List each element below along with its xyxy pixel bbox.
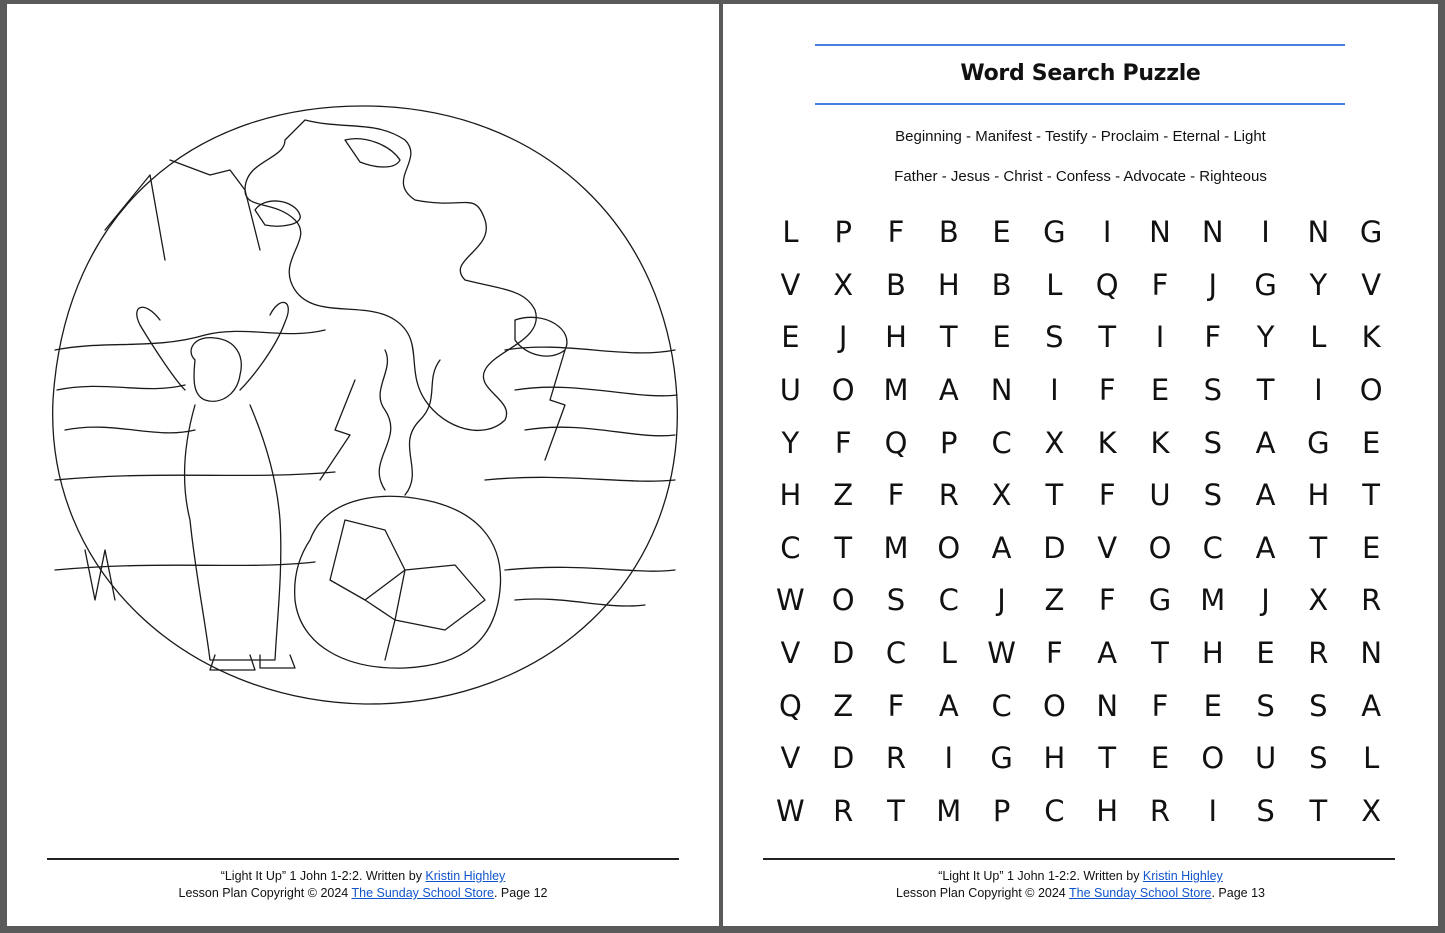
grid-letter: R xyxy=(1149,793,1171,828)
grid-letter: Y xyxy=(1256,320,1275,355)
grid-letter: H xyxy=(1043,741,1066,776)
grid-letter: F xyxy=(1098,478,1116,513)
grid-letter: X xyxy=(1308,583,1329,618)
grid-letter: L xyxy=(940,636,957,671)
grid-letter: A xyxy=(1097,636,1118,671)
grid-letter: U xyxy=(779,373,802,408)
grid-letter: E xyxy=(781,320,800,355)
grid-letter: X xyxy=(833,267,854,302)
grid-letter: Q xyxy=(1095,267,1119,302)
footer-line-1 xyxy=(7,868,719,885)
footer xyxy=(7,868,719,902)
grid-letter: G xyxy=(1254,267,1277,302)
grid-letter: H xyxy=(779,478,802,513)
grid-letter: X xyxy=(1361,793,1382,828)
grid-letter: G xyxy=(1359,215,1383,250)
grid-letter: Q xyxy=(778,688,802,723)
grid-letter: H xyxy=(1307,478,1330,513)
grid-letter: P xyxy=(834,215,852,250)
grid-letter: H xyxy=(1096,793,1119,828)
grid-letter: I xyxy=(1155,320,1165,355)
grid-letter: R xyxy=(833,793,854,828)
grid-letter: T xyxy=(1309,530,1328,565)
grid-letter: F xyxy=(887,215,905,250)
grid-letter: L xyxy=(1046,267,1063,302)
word-list-line-2: Father - Jesus - Christ - Confess - Advocate - Righteous xyxy=(894,168,1267,185)
grid-letter: S xyxy=(1256,793,1275,828)
copyright-text: Lesson Plan Copyright © 2024 xyxy=(896,886,1069,900)
grid-letter: T xyxy=(1256,373,1275,408)
grid-letter: N xyxy=(1307,215,1330,250)
grid-letter: E xyxy=(1203,688,1222,723)
grid-letter: M xyxy=(1200,583,1226,618)
grid-letter: O xyxy=(1148,530,1172,565)
grid-letter: I xyxy=(1261,215,1270,250)
grid-letter: S xyxy=(1203,478,1222,513)
grid-letter: B xyxy=(886,267,906,302)
grid-letter: E xyxy=(992,320,1011,355)
grid-letter: G xyxy=(990,741,1013,776)
man-figure xyxy=(191,338,241,402)
grid-letter: K xyxy=(1097,425,1117,460)
grid-letter: C xyxy=(1044,793,1065,828)
grid-letter: C xyxy=(991,425,1012,460)
title-rule-top xyxy=(815,44,1345,46)
grid-letter: K xyxy=(1150,425,1170,460)
grid-letter: H xyxy=(885,320,907,355)
grid-letter: A xyxy=(1255,425,1276,460)
grid-letter: L xyxy=(1363,741,1380,776)
grid-letter: D xyxy=(832,636,855,671)
grid-letter: C xyxy=(885,636,907,671)
grid-letter: N xyxy=(990,373,1013,408)
grid-letter: O xyxy=(937,530,961,565)
grid-letter: V xyxy=(780,267,801,302)
grid-letter: V xyxy=(1361,267,1382,302)
footer-line-2 xyxy=(723,885,1438,902)
grid-letter: B xyxy=(938,215,959,250)
footer-credit-text: “Light It Up” 1 John 1-2:2. Written by xyxy=(938,869,1143,883)
grid-letter: C xyxy=(991,688,1012,723)
grid-letter: E xyxy=(1362,530,1381,565)
grid-letter: F xyxy=(1204,320,1222,355)
grid-letter: R xyxy=(938,478,959,513)
left-page xyxy=(7,4,719,926)
grid-letter: H xyxy=(937,267,960,302)
grid-letter: A xyxy=(1361,688,1382,723)
grid-letter: C xyxy=(780,530,801,565)
grid-letter: Y xyxy=(781,425,800,460)
grid-letter: W xyxy=(776,793,805,828)
grid-letter: A xyxy=(1255,478,1276,513)
grid-letter: J xyxy=(1208,267,1218,302)
grid-letter: Z xyxy=(833,478,854,513)
grid-letter: F xyxy=(1098,583,1116,618)
grid-letter: N xyxy=(1360,636,1383,671)
grid-letter: I xyxy=(1208,793,1218,828)
grid-letter: G xyxy=(1307,425,1330,460)
grid-letter: P xyxy=(992,793,1011,828)
grid-letter: O xyxy=(1359,373,1383,408)
page-title: Word Search Puzzle xyxy=(960,61,1201,86)
grid-letter: T xyxy=(1362,478,1381,513)
grid-letter: S xyxy=(1309,688,1328,723)
grid-letter: R xyxy=(885,741,907,776)
page-number: . Page 12 xyxy=(493,886,548,900)
grid-letter: V xyxy=(780,636,801,671)
grid-letter: A xyxy=(938,688,959,723)
grid-letter: R xyxy=(1361,583,1382,618)
grid-letter: F xyxy=(1046,636,1063,671)
footer xyxy=(723,868,1438,902)
copyright-text: Lesson Plan Copyright © 2024 xyxy=(178,886,352,900)
grid-letter: I xyxy=(944,741,954,776)
grid-letter: O xyxy=(1042,688,1066,723)
grid-letter: M xyxy=(883,530,909,565)
grid-letter: K xyxy=(1361,320,1381,355)
grid-letter: S xyxy=(1045,320,1064,355)
grid-letter: E xyxy=(992,215,1011,250)
grid-letter: Y xyxy=(1309,267,1328,302)
grid-letter: S xyxy=(886,583,906,618)
grid-letter: S xyxy=(1256,688,1275,723)
grid-letter: W xyxy=(987,636,1016,671)
grid-letter: C xyxy=(1202,530,1223,565)
grid-letter: J xyxy=(997,583,1006,618)
word-list-line-1: Beginning - Manifest - Testify - Proclaim - Eternal - Light xyxy=(895,128,1266,145)
grid-letter: T xyxy=(939,320,958,355)
grid-letter: E xyxy=(1362,425,1381,460)
store-link[interactable]: The Sunday School Store xyxy=(1069,886,1212,900)
footer-divider xyxy=(47,858,679,860)
grid-letter: C xyxy=(938,583,959,618)
grid-letter: F xyxy=(1151,688,1169,723)
grid-letter: L xyxy=(782,215,799,250)
grid-letter: E xyxy=(1256,636,1275,671)
grid-letter: J xyxy=(1261,583,1270,618)
grid-letter: A xyxy=(938,373,959,408)
grid-letter: E xyxy=(1150,373,1170,408)
grid-letter: X xyxy=(991,478,1012,513)
right-page xyxy=(723,4,1438,926)
store-link[interactable]: The Sunday School Store xyxy=(351,886,494,900)
grid-letter: A xyxy=(991,530,1012,565)
grid-letter: D xyxy=(1043,530,1066,565)
circle-frame xyxy=(53,106,678,704)
grid-letter: D xyxy=(832,741,855,776)
grid-letter: O xyxy=(1201,741,1225,776)
author-link[interactable]: Kristin Highley xyxy=(1142,869,1223,883)
grid-letter: Z xyxy=(833,688,854,723)
grid-letter: I xyxy=(1102,215,1112,250)
grid-letter: E xyxy=(1150,741,1170,776)
grid-letter: T xyxy=(1151,636,1169,671)
grid-letter: U xyxy=(1149,478,1171,513)
grid-letter: F xyxy=(887,478,905,513)
grid-letter: S xyxy=(1203,425,1222,460)
grid-letter: X xyxy=(1044,425,1065,460)
grid-letter: H xyxy=(1201,636,1224,671)
grid-letter: I xyxy=(1314,373,1323,408)
grid-letter: T xyxy=(1098,741,1117,776)
grid-letter: F xyxy=(887,688,905,723)
grid-letter: L xyxy=(1310,320,1327,355)
grid-letter: R xyxy=(1308,636,1329,671)
grid-letter: W xyxy=(776,583,805,618)
grid-letter: F xyxy=(1098,373,1116,408)
footer-line-2 xyxy=(7,885,719,902)
grid-letter: A xyxy=(1255,530,1276,565)
grid-letter: P xyxy=(940,425,958,460)
footer-credit-text: “Light It Up” 1 John 1-2:2. Written by xyxy=(220,869,426,883)
grid-letter: B xyxy=(991,267,1012,302)
grid-letter: T xyxy=(887,793,905,828)
grid-letter: Z xyxy=(1044,583,1065,618)
title-rule-bottom xyxy=(815,103,1345,105)
grid-letter: T xyxy=(1045,478,1064,513)
page-number: . Page 13 xyxy=(1211,886,1265,900)
grid-letter: N xyxy=(1149,215,1171,250)
author-link[interactable]: Kristin Highley xyxy=(425,869,506,883)
grid-letter: N xyxy=(1201,215,1224,250)
word-search-grid xyxy=(764,206,1398,837)
grid-letter: I xyxy=(1050,373,1059,408)
grid-letter: F xyxy=(1151,267,1169,302)
footer-line-1 xyxy=(723,868,1438,885)
grid-letter: T xyxy=(834,530,853,565)
grid-letter: J xyxy=(838,320,848,355)
grid-letter: V xyxy=(780,741,801,776)
grid-letter: N xyxy=(1096,688,1119,723)
grid-letter: T xyxy=(1098,320,1117,355)
grid-letter: S xyxy=(1309,741,1328,776)
grid-letter: M xyxy=(883,373,909,408)
grid-letter: G xyxy=(1148,583,1172,618)
grid-letter: T xyxy=(1309,793,1328,828)
grid-letter: M xyxy=(936,793,962,828)
grid-letter: G xyxy=(1043,215,1066,250)
grid-letter: S xyxy=(1203,373,1222,408)
grid-letter: F xyxy=(834,425,852,460)
coloring-illustration xyxy=(45,100,690,712)
grid-letter: U xyxy=(1254,741,1277,776)
footer-divider xyxy=(763,858,1395,860)
grid-letter: Q xyxy=(884,425,908,460)
grid-letter: O xyxy=(831,373,855,408)
grid-letter: V xyxy=(1097,530,1118,565)
grid-letter: O xyxy=(831,583,855,618)
